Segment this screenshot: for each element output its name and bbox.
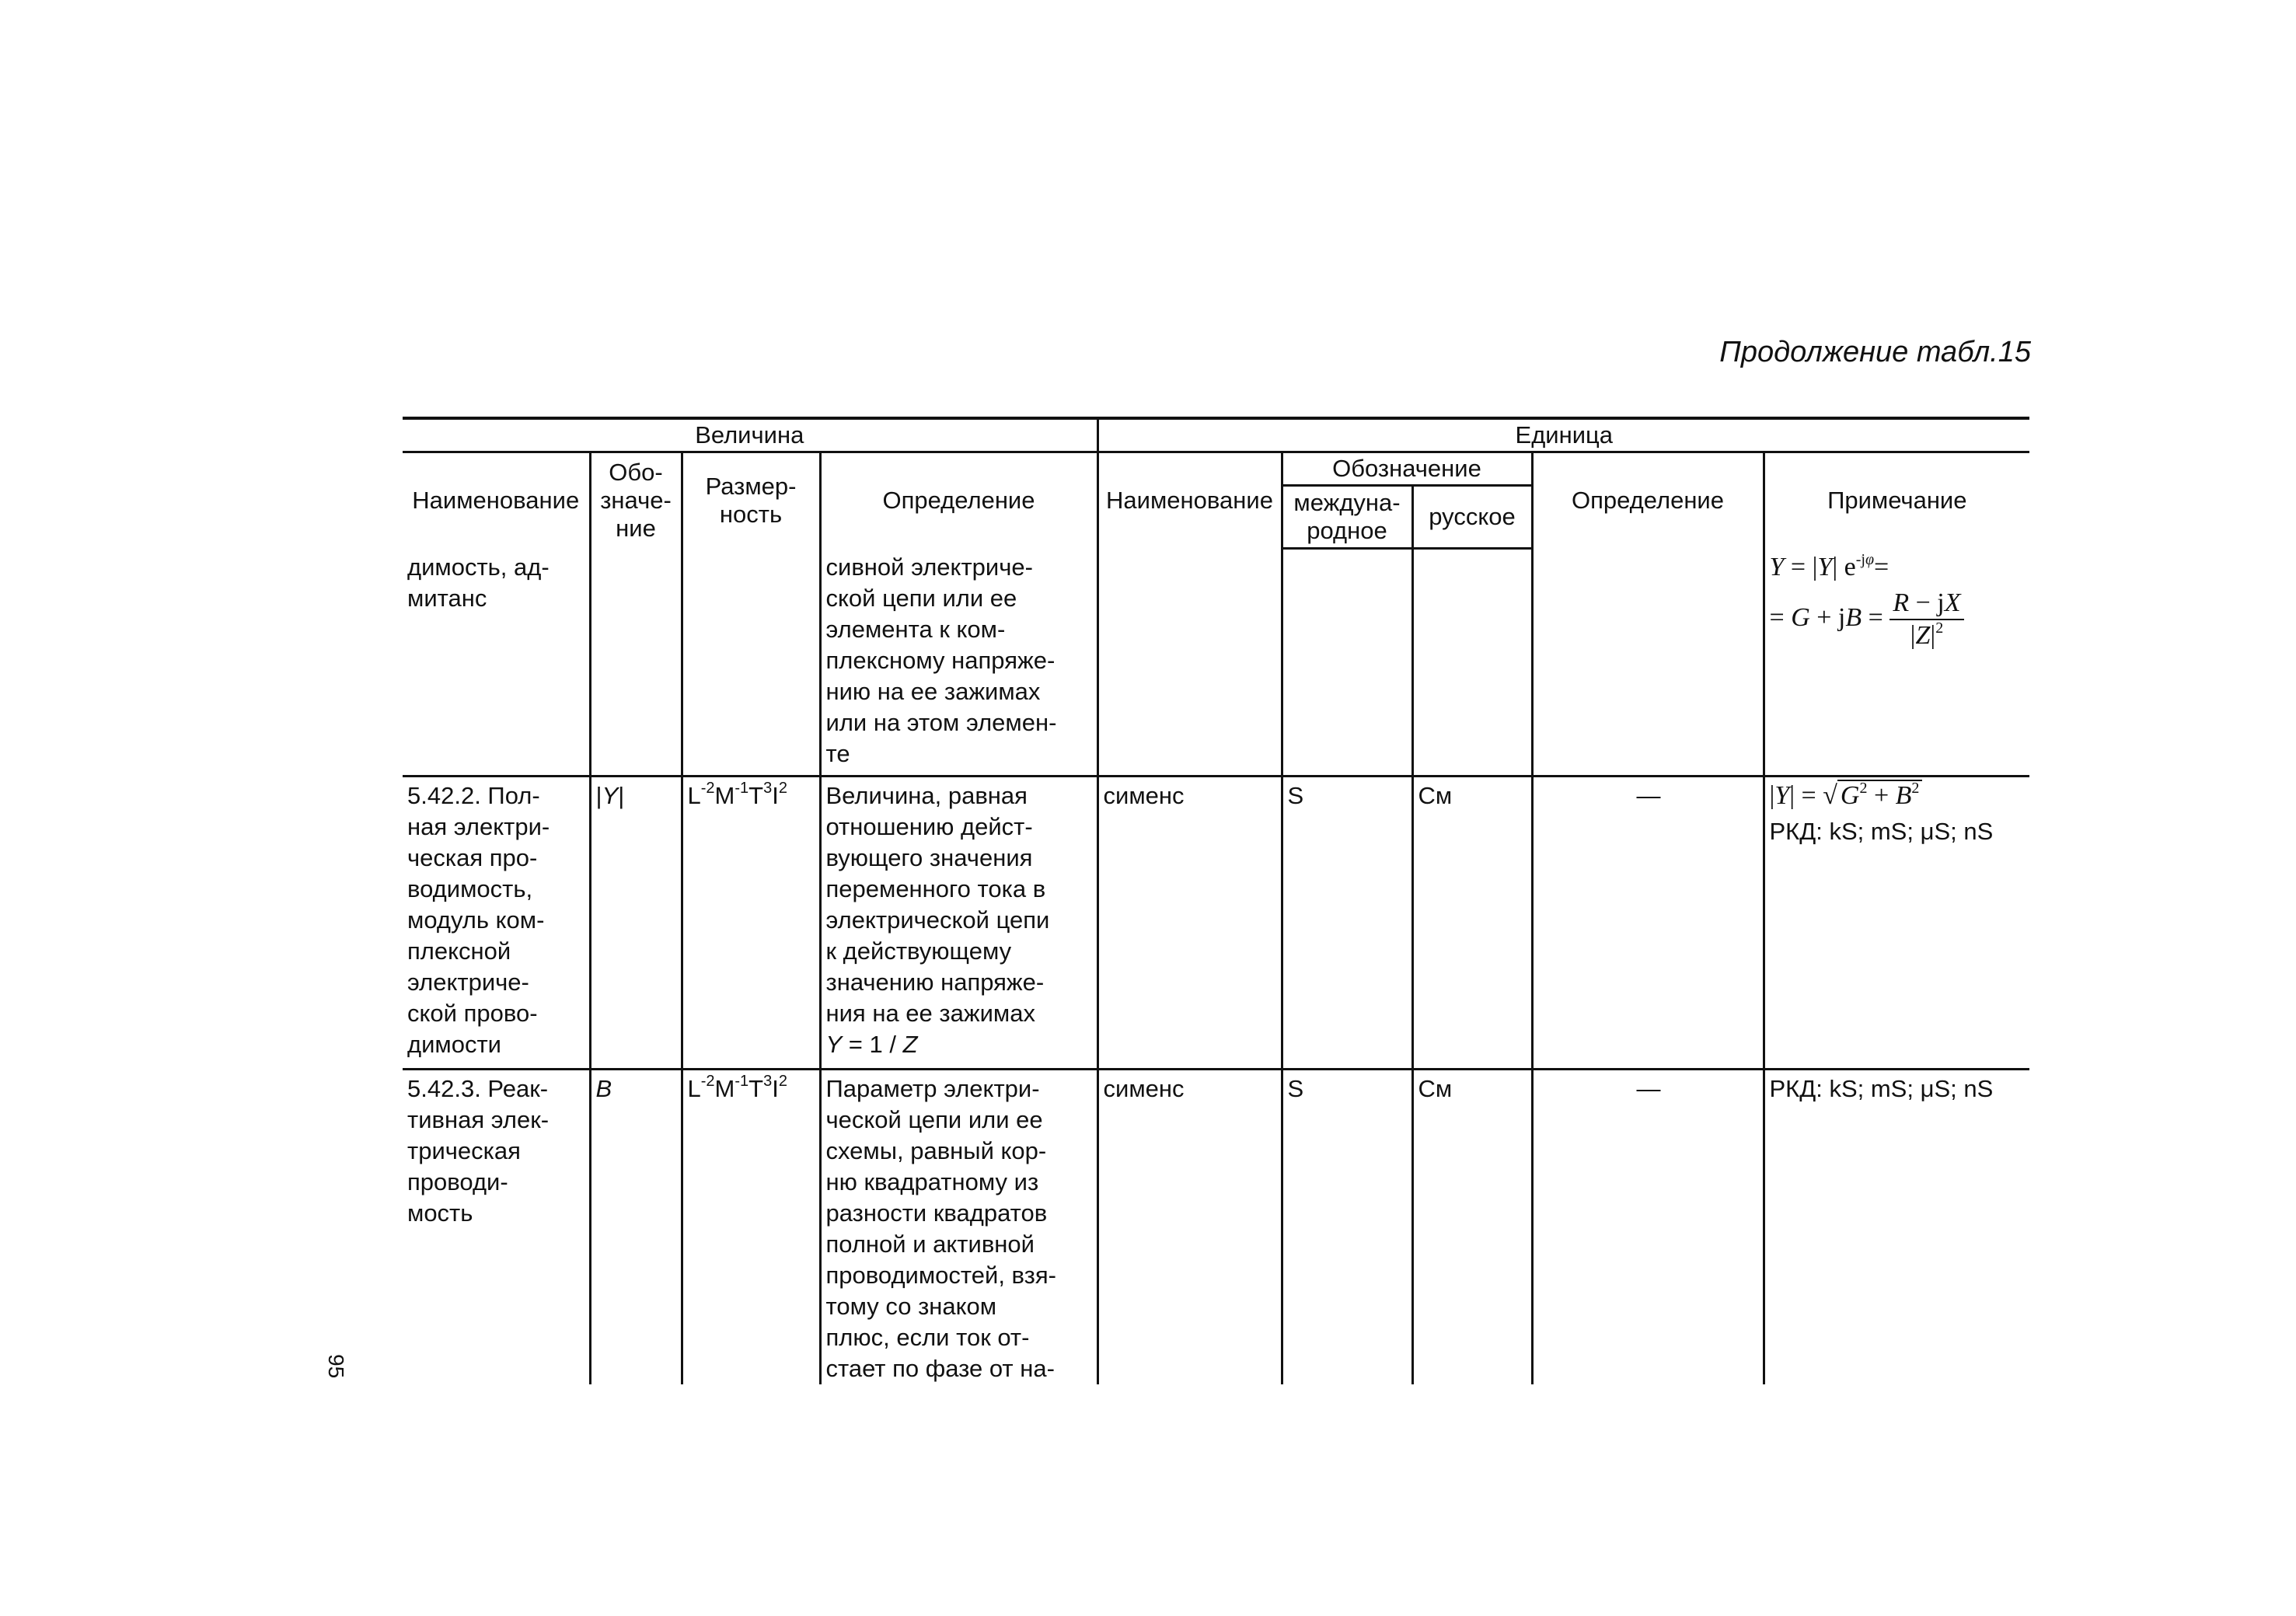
cell-unit-definition: — (1532, 1070, 1764, 1385)
table-caption: Продолжение табл.15 (1719, 336, 2031, 368)
table-row (403, 549, 2029, 777)
cell-international: S (1282, 777, 1412, 1070)
col-name-header: Наименование (403, 452, 590, 549)
col-symbol-header: Обо- значе- ние (590, 452, 682, 549)
group-unit-header: Единица (1097, 418, 2029, 452)
cell-definition: сивной электриче- ской цепи или ее элемента к ком- плексному напряже- нию на ее зажимах или на этом элемен- те (820, 549, 1097, 777)
cell-unit-name: сименс (1097, 1070, 1282, 1385)
quantities-table (403, 417, 2029, 1384)
cell-name: димость, ад- митанс (403, 549, 590, 777)
cell-russian: См (1412, 777, 1532, 1070)
note-text: РКД: kS; mS; μS; nS (1769, 1075, 1994, 1102)
admittance-formula-2: = G + jB = $\frac{R - jX}{|Z|^2}$ (1770, 588, 2027, 651)
cell-unit-definition (1532, 549, 1764, 777)
col-designation-header: Обозначение (1282, 452, 1532, 486)
table-row (403, 777, 2029, 1070)
col-unit-definition-header: Определение (1532, 452, 1764, 549)
table-row (403, 1070, 2029, 1385)
note-text: РКД: kS; mS; μS; nS (1769, 818, 1994, 845)
group-quantity-header: Величина (403, 418, 1097, 452)
cell-international (1282, 549, 1412, 777)
col-dimension-header: Размер- ность (682, 452, 820, 549)
cell-symbol: B (590, 1070, 682, 1385)
cell-international: S (1282, 1070, 1412, 1385)
cell-symbol (590, 549, 682, 777)
cell-note (1764, 549, 2029, 777)
col-unit-name-header: Наименование (1097, 452, 1282, 549)
cell-definition: Параметр электри- ческой цепи или ее схемы, равный кор- ню квадратному из разности квадратов полной и активной проводимостей, взя- тому со знаком плюс, если ток от- стает по фазе от на- (820, 1070, 1097, 1385)
cell-symbol: |Y| (590, 777, 682, 1070)
cell-definition: Величина, равная отношению дейст- вующего значения переменного тока в электрической цепи к действующему значению напряже- ния на ее зажимах Y = 1 / Z (820, 777, 1097, 1070)
cell-note (1764, 1070, 2029, 1385)
cell-name: 5.42.3. Реак- тивная элек- трическая проводи- мость (403, 1070, 590, 1385)
col-russian-header: русское (1412, 486, 1532, 549)
cell-dimension: $L^{-2}M^{-1}T^3I^2$ (682, 777, 820, 1070)
cell-dimension (682, 549, 820, 777)
cell-russian (1412, 549, 1532, 777)
admittance-formula-1: Y = |Y| $e^{-j\varphi}=$ (1769, 550, 1889, 581)
cell-note (1764, 777, 2029, 1070)
page-number: 95 (324, 1354, 348, 1379)
col-international-header: междуна- родное (1282, 486, 1412, 549)
cell-unit-name: сименс (1097, 777, 1282, 1070)
modulus-formula: |Y| = √ $G^2 + B^2$ (1770, 780, 2027, 811)
cell-unit-definition: — (1532, 777, 1764, 1070)
col-note-header: Примечание (1764, 452, 2029, 549)
cell-name: 5.42.2. Пол- ная электри- ческая про- водимость, модуль ком- плексной электриче- ской прово- димости (403, 777, 590, 1070)
col-definition-header: Определение (820, 452, 1097, 549)
cell-unit-name (1097, 549, 1282, 777)
cell-dimension: $L^{-2}M^{-1}T^3I^2$ (682, 1070, 820, 1385)
cell-russian: См (1412, 1070, 1532, 1385)
